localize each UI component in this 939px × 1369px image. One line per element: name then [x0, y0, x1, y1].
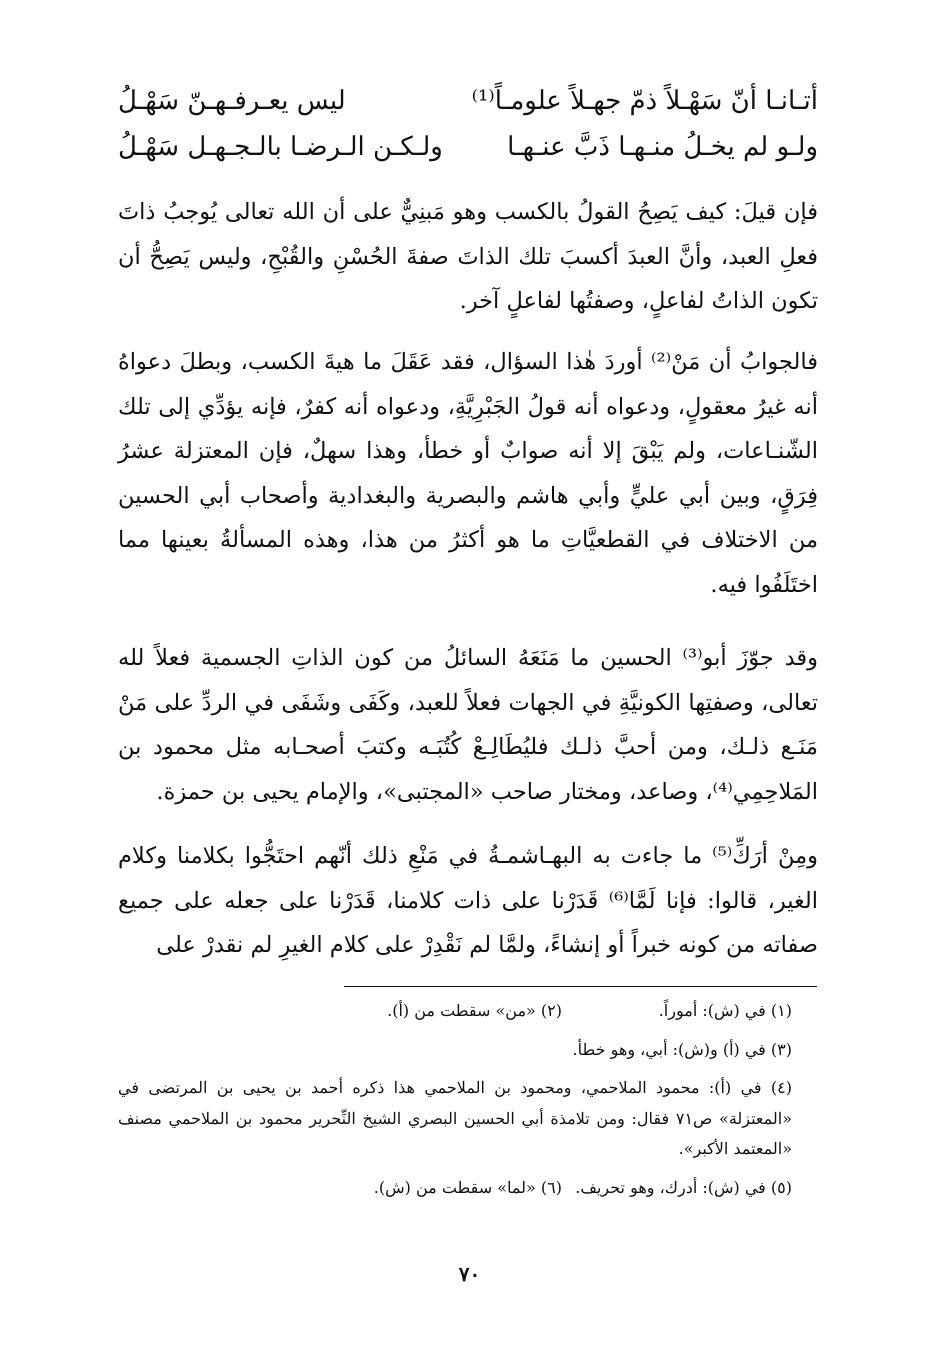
paragraph-abu-al-husayn: وقد جوّزَ أبو⁽³⁾ الحسين ما مَنَعَهُ السائلُ من كون الذاتِ الجسمية فعلاً لله تعالى، وصفتِها الكونيَّةِ في الجهات فعلاً للعبد، وكَفَى وشَفَى في الردِّ على مَنْ مَنَـع ذلـك، ومن أحبَّ ذلـك فليُطَالِـعْ كُتُبَـه وكتبَ أصحـابه مثل محمود بن المَلاحِمِي⁽⁴⁾، وصاعد، ومختار صاحب «المجتبى»، والإمام يحيى بن حمزة. [118, 645, 819, 805]
footnote-6: (٦) «لما» سقطت من (ش). [373, 1177, 562, 1197]
footnote-separator-rule [344, 986, 817, 987]
paragraph-bahashima: ومِنْ أرَكِّ⁽⁵⁾ ما جاءت به البهـاشمـةُ في مَنْعِ ذلك أنّهم احتَجُّوا بكلامنا وكلام الغير، قالوا: فإنا لَمَّا⁽⁶⁾ قَدَرْنا على ذات كلامنا، قَدَرْنا على جعله على جميع صفاته من كونه خبراً أو إنشاءً، ولمَّا لم نَقْدِرْ على كلام الغيرِ لم نقدرْ على [118, 843, 818, 958]
paragraph-objection: فإن قيلَ: كيف يَصِحُ القولُ بالكسب وهو مَبنِيٌّ على أن الله تعالى يُوجبُ ذاتَ فعلِ العبد، وأنَّ العبدَ أكسبَ تلك الذاتَ صفةَ الحُسْنِ والقُبْحِ، وليس يَصِحُّ أن تكون الذاتُ لفاعلٍ، وصفتُها لفاعلٍ آخر. [118, 199, 818, 314]
footnotes-row-5-6 [118, 1173, 818, 1212]
paragraph-objection-block [118, 190, 818, 324]
verse-1-first-hemistich: أتـانـا أنّ سَهْـلاً ذمّ جهـلاً علومـاً⁽¹⁾ [471, 86, 818, 116]
footnote-2: (٢) «من» سقطت من (أ). [387, 1001, 562, 1020]
footnote-1: (١) في (ش): أموراً. [658, 1001, 792, 1020]
verse-1-second-hemistich: ليس يعـرفـهـنّ سَهْـلُ [118, 86, 346, 116]
paragraph-abu-al-husayn-block [118, 636, 818, 814]
verse-2-first-hemistich: ولـو لم يخـلُ منـهـا ذَبَّ عنـهـا [507, 132, 818, 162]
page-number: ٧٠ [458, 1262, 481, 1286]
paragraph-answer-block [118, 340, 818, 607]
poem-verses [118, 78, 818, 170]
footnotes [118, 996, 818, 1211]
footnote-4: (٤) في (أ): محمود الملاحمي، ومحمود بن الملاحمي هذا ذكره أحمد بن يحيى بن المرتضى في «المعتزلة» ص٧١ فقال: ومن تلامذة أبي الحسين البصري الشيخ النِّحرير محمود بن الملاحمي مصنف «المعتمد الأكبر». [118, 1078, 793, 1158]
footnote-5: (٥) في (ش): أدرك، وهو تحريف. [575, 1177, 792, 1197]
paragraph-bahashima-block [118, 834, 818, 968]
verse-1 [118, 78, 818, 124]
footnotes-row-1-2 [118, 996, 818, 1035]
paragraph-answer: فالجوابُ أن مَنْ⁽²⁾ أوردَ هٰذا السؤال، فقد عَقَلَ ما هيةَ الكسب، وبطلَ دعواهُ أنه غيرُ معقولٍ، ودعواه أنه قولُ الجَبْرِيَّةِ، ودعواه أنه كفرٌ، فإنه يؤدِّي إلى تلك الشّنـاعات، ولم يَبْقَ إلا أنه صوابٌ أو خطأ، وهذا سهلٌ، فإن المعتزلة عشرُ فِرَقٍ، وبين أبي عليٍّ وأبي هاشم والبصرية والبغدادية وأصحاب أبي الحسين من الاختلاف في القطعيَّاتِ ما هو أكثرُ من هذا، وهذه المسألةُ بعينها مما اختَلَفُوا فيه. [118, 349, 818, 598]
verse-2-second-hemistich: ولـكـن الـرضـا بالـجـهـل سَهْـلُ [118, 132, 443, 162]
footnote-3: (٣) في (أ) و(ش): أبي، وهو خطأ. [572, 1039, 792, 1059]
verse-2 [118, 124, 818, 170]
